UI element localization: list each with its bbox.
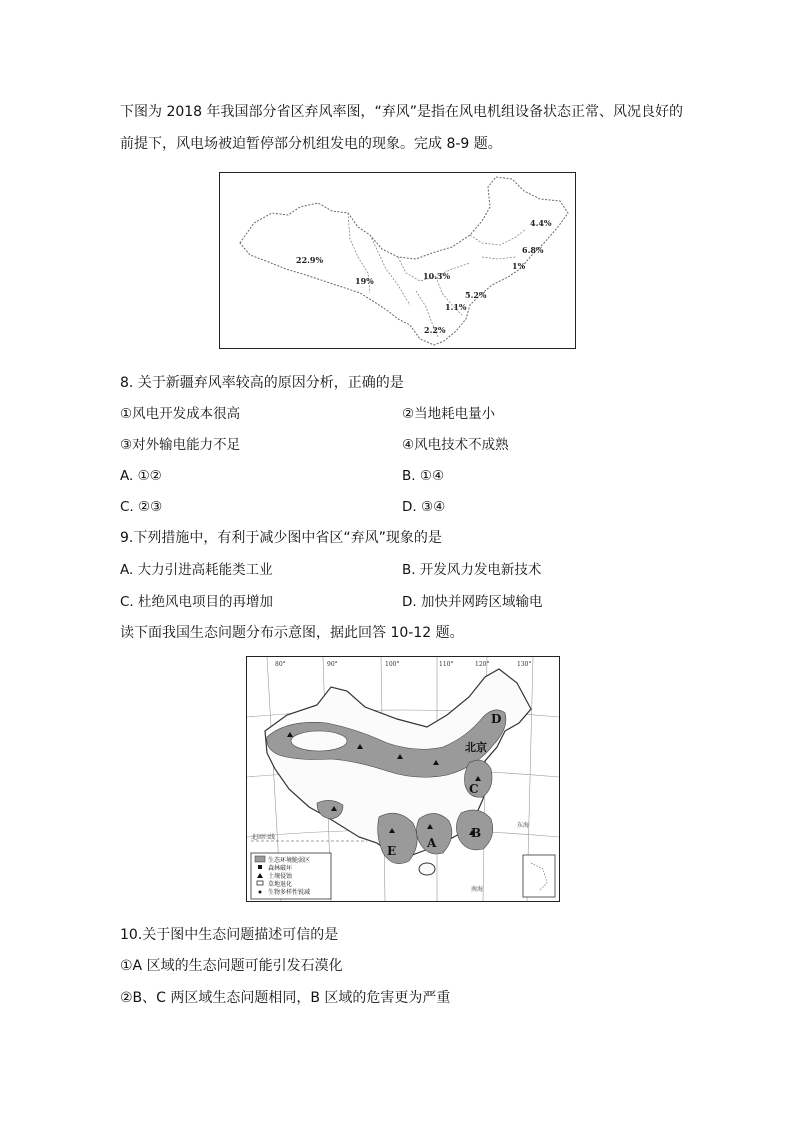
label-c: C: [469, 782, 479, 796]
q9-option-a[interactable]: A. 大力引进高耗能类工业: [120, 562, 273, 578]
q9-option-d[interactable]: D. 加快并网跨区域输电: [402, 594, 543, 610]
border-jilin-liaoning: [482, 257, 516, 259]
q9-stem: 9.下列措施中，有利于减少图中省区“弃风”现象的是: [120, 530, 442, 546]
q9-option-c[interactable]: C. 杜绝风电项目的再增加: [120, 594, 274, 610]
intro-line-2: 前提下，风电场被迫暂停部分机组发电的现象。完成 8-9 题。: [120, 136, 502, 152]
rate-gansu: 19%: [355, 276, 374, 286]
legend-biodiversity: 生物多样性锐减: [268, 889, 311, 896]
tarim-basin: [291, 731, 347, 751]
lon-110: 110°: [439, 661, 454, 668]
label-d: D: [491, 712, 502, 726]
lon-90: 90°: [327, 661, 338, 668]
rate-xinjiang: 22.9%: [296, 255, 324, 265]
q8-statement-2: ②当地耗电量小: [402, 406, 496, 422]
intro-2: 读下面我国生态问题分布示意图，据此回答 10-12 题。: [120, 625, 464, 641]
rate-inner-mongolia: 10.3%: [423, 271, 451, 281]
border-gansu-inner-mongolia: [370, 235, 410, 305]
rate-hebei: 5.2%: [465, 290, 487, 300]
lon-80: 80°: [275, 661, 286, 668]
rate-shanxi: 1.1%: [445, 302, 467, 312]
border-heilongjiang-jilin: [470, 229, 526, 245]
ecology-map-svg: [247, 657, 559, 901]
rate-heilongjiang: 4.4%: [530, 218, 552, 228]
label-b: B: [471, 826, 482, 840]
label-e: E: [387, 844, 397, 858]
legend-fragile: 生态环境脆弱区: [268, 857, 311, 864]
q8-option-d[interactable]: D. ③④: [402, 499, 446, 515]
legend-forest: 森林破坏: [268, 865, 293, 872]
q8-statement-1: ①风电开发成本很高: [120, 406, 241, 422]
q8-option-b[interactable]: B. ①④: [402, 468, 445, 484]
q9-option-b[interactable]: B. 开发风力发电新技术: [402, 562, 542, 578]
q10-stem: 10.关于图中生态问题描述可信的是: [120, 927, 339, 943]
legend-erosion: 土壤侵蚀: [268, 873, 293, 880]
rate-liaoning: 1%: [512, 261, 526, 271]
label-east-sea: 东海: [517, 822, 530, 829]
lon-130: 130°: [517, 661, 532, 668]
rate-shaanxi: 2.2%: [424, 325, 446, 335]
label-beijing: 北京: [465, 741, 487, 754]
tropic-label: 北回归线: [251, 834, 276, 841]
legend-fragile-swatch: [255, 856, 265, 862]
legend-grassland: 草地退化: [268, 881, 293, 888]
legend-forest-icon: [258, 865, 262, 869]
curtailment-map: [219, 172, 576, 349]
label-a: A: [427, 836, 437, 850]
q8-option-c[interactable]: C. ②③: [120, 499, 163, 515]
q8-statement-3: ③对外输电能力不足: [120, 437, 241, 453]
ecology-map: [246, 656, 560, 902]
legend-biodiversity-icon: [259, 891, 262, 894]
q8-option-a[interactable]: A. ①②: [120, 468, 162, 484]
lon-100: 100°: [385, 661, 400, 668]
label-south-sea: 南海: [471, 886, 484, 893]
q8-statement-4: ④风电技术不成熟: [402, 437, 509, 453]
q8-stem: 8. 关于新疆弃风率较高的原因分析，正确的是: [120, 375, 404, 391]
curtailment-map-svg: [220, 173, 575, 348]
q10-statement-1: ①A 区域的生态问题可能引发石漠化: [120, 958, 343, 974]
intro-line-1: 下图为 2018 年我国部分省区弃风率图，“弃风”是指在风电机组设备状态正常、风况良好的: [120, 104, 684, 120]
lon-120: 120°: [475, 661, 490, 668]
q10-statement-2: ②B、C 两区域生态问题相同，B 区域的危害更为严重: [120, 990, 451, 1006]
rate-jilin: 6.8%: [522, 245, 544, 255]
hainan-island: [419, 863, 435, 875]
